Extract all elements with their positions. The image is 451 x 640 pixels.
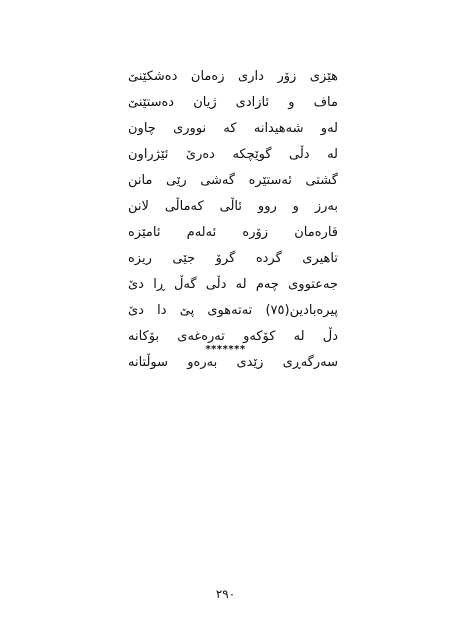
poem-block [128,64,338,376]
poem-line: قارەمان زۆرە ئەلەم ئامێزە [128,225,338,240]
poem-line: ماف و ئازادی ژیان دەستێنێ [128,95,338,110]
poem-line: تاهیری گردە گرۆ جێی ریزە [128,251,338,266]
poem-line: بەرز و روو ئاڵی کەماڵی لانن [128,199,338,214]
poem-line: گشتی ئەستێرە گەشی رێی مانن [128,173,338,188]
poem-line: پیرەبادین(٧٥) تەتەهوی پێ دا دێ [128,303,338,318]
poem-line: سەرگەڕی زێدی بەرەو سوڵتانە [128,355,338,370]
poem-line: لە دڵی گوێچکە دەرێ ئێژراون [128,147,338,162]
page-number: ٢٩٠ [215,587,236,601]
poem-line: جەعتووی چەم لە دڵی گەڵ ڕا دێ [128,277,338,292]
poem-line: لەو شەهیدانە کە نووری چاون [128,121,338,136]
poem-line: هێزی زۆر داری زەمان دەشکێنێ [128,69,338,84]
section-end-asterisks: ******* [205,344,246,355]
poem-line: دڵ لە کۆکەو تەرەغەی بۆکانە [128,329,338,344]
